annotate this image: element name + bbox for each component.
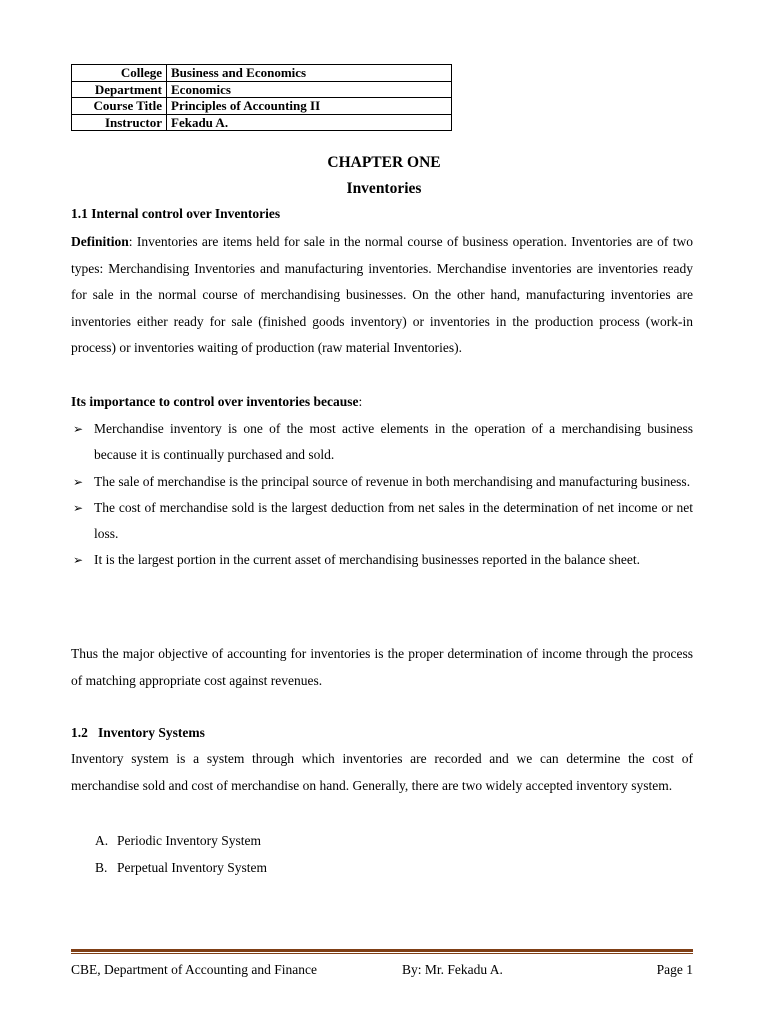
bullet-text: It is the largest portion in the current asset of merchandising businesses reported in the balance sheet.: [94, 552, 640, 568]
list-text: Perpetual Inventory System: [117, 860, 267, 875]
inventory-systems-list: [95, 827, 267, 881]
footer-page-number: Page 1: [656, 962, 693, 977]
footer-divider: [71, 949, 693, 955]
importance-paragraph: [71, 389, 693, 416]
list-item: [95, 854, 267, 881]
importance-label: Its importance to control over inventories because: [71, 394, 359, 409]
definition-paragraph: [71, 229, 693, 362]
table-row: [72, 65, 452, 82]
course-title-value: Principles of Accounting II: [167, 98, 452, 115]
inventory-system-paragraph: Inventory system is a system through which inventories are recorded and we can determine the cost of merchandise sold and cost of merchandise on hand. Generally, there are two widely accepted inventory system.: [71, 751, 693, 793]
table-row: [72, 114, 452, 131]
definition-label: Definition: [71, 234, 129, 249]
table-row: [72, 98, 452, 115]
importance-bullet-list: [71, 416, 693, 574]
chapter-number: CHAPTER ONE: [327, 154, 441, 171]
footer-department: CBE, Department of Accounting and Finance: [71, 962, 317, 977]
list-item: [71, 495, 693, 548]
department-label: Department: [72, 81, 167, 98]
table-row: [72, 81, 452, 98]
arrow-bullet-icon: ➢: [73, 553, 84, 568]
course-info-table: [71, 64, 452, 131]
list-label: B.: [95, 860, 108, 875]
bullet-text: Merchandise inventory is one of the most active elements in the operation of a merchandising business because it is continually purchased and sold.: [94, 421, 693, 463]
arrow-bullet-icon: ➢: [73, 500, 84, 515]
section-1-1-heading: 1.1 Internal control over Inventories: [71, 206, 281, 221]
list-text: Periodic Inventory System: [117, 833, 261, 848]
instructor-value: Fekadu A.: [167, 114, 452, 131]
definition-text: : Inventories are items held for sale in the normal course of business operation. Inventories are of two types: Merchandising Inventories and manufacturing inventories. Merchandise inventories are inventories ready for sale in the normal course of merchandising businesses. On the other hand, manufacturing inventories are inventories either ready for sale (finished goods inventory) or inventories in the production process (work-in process) or inventories waiting of production (raw material Inventories).: [71, 234, 693, 356]
instructor-label: Instructor: [72, 114, 167, 131]
footer-author: By: Mr. Fekadu A.: [402, 962, 503, 977]
bullet-text: The sale of merchandise is the principal source of revenue in both merchandising and manufacturing business.: [94, 473, 691, 489]
arrow-bullet-icon: ➢: [73, 422, 84, 436]
course-title-label: Course Title: [72, 98, 167, 115]
arrow-bullet-icon: ➢: [73, 474, 84, 489]
list-item: [71, 416, 693, 469]
conclusion-paragraph: Thus the major objective of accounting for inventories is the proper determination of income through the process of matching appropriate cost against revenues.: [71, 646, 693, 688]
list-item: [71, 547, 693, 573]
college-value: Business and Economics: [167, 65, 452, 82]
importance-colon: :: [358, 394, 363, 409]
college-label: College: [72, 65, 167, 82]
list-label: A.: [95, 833, 109, 848]
chapter-title: Inventories: [346, 180, 422, 197]
list-item: [95, 827, 267, 854]
section-1-2-heading: 1.2 Inventory Systems: [71, 725, 205, 740]
list-item: [71, 469, 693, 495]
bullet-text: The cost of merchandise sold is the largest deduction from net sales in the determination of net income or net loss.: [94, 499, 693, 542]
footer-divider-thick: [71, 949, 693, 952]
footer-divider-thin: [71, 953, 693, 954]
department-value: Economics: [167, 81, 452, 98]
